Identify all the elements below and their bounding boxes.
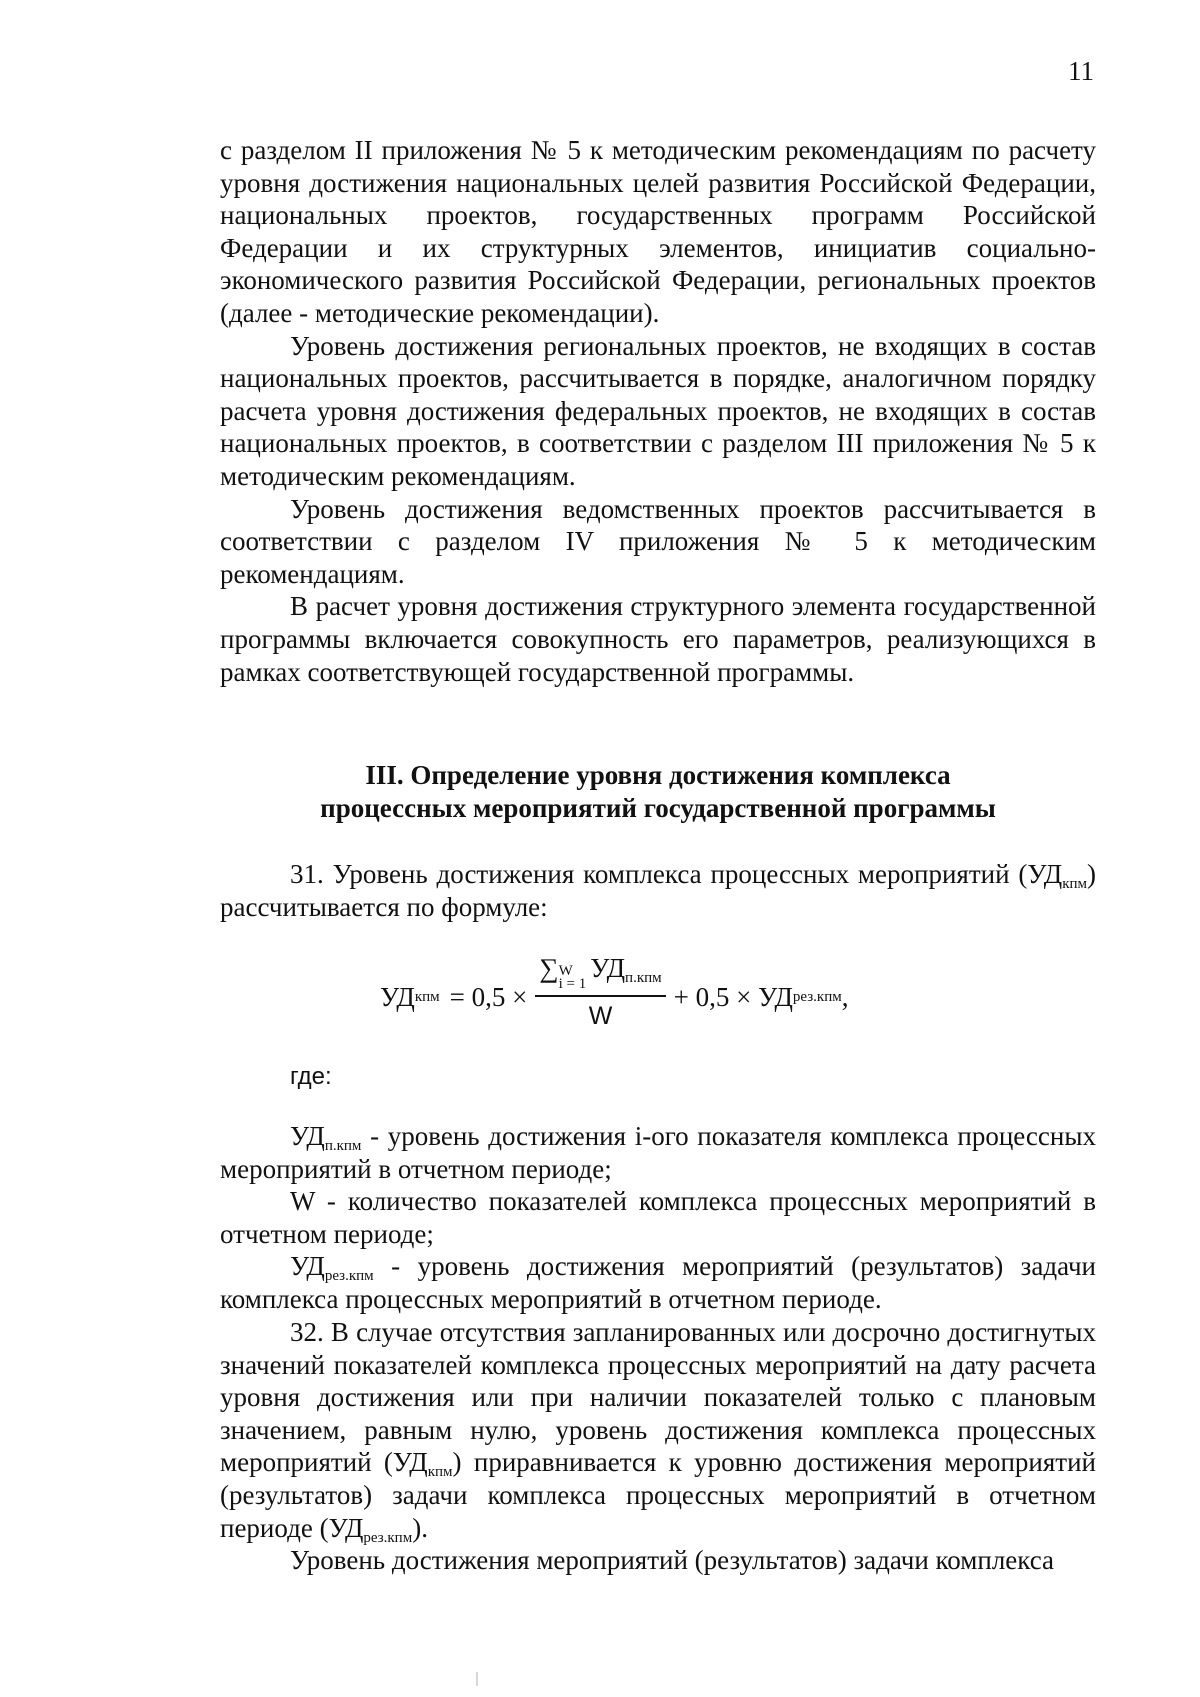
definition-text: - уровень достижения мероприятий (результатов) задачи комплекса процессных мероприятий в отчетном периоде.	[220, 1251, 1096, 1314]
scan-artifact	[476, 1672, 478, 1686]
sum-lower-limit: i = 1	[558, 976, 587, 992]
definitions	[220, 1120, 1096, 1316]
item-31-subscript: кпм	[1062, 876, 1087, 892]
item-31-lead: 31. Уровень достижения комплекса процессных мероприятий (УД	[290, 859, 1063, 889]
numerator-term: УД	[590, 953, 626, 983]
paragraph-regional-projects: Уровень достижения региональных проектов, не входящих в состав национальных проектов, рассчитывается в порядке, аналогичном порядку расчета уровня достижения федеральных проектов, не входящих в состав национальных проектов, в соответствии с разделом III приложения № 5 к методическим рекомендациям.	[220, 330, 1096, 491]
definition-subscript: п.кпм	[324, 1138, 362, 1154]
formula-coefficient: = 0,5 ×	[449, 981, 528, 1012]
item-31-tail: ) рассчитывается по формуле:	[220, 859, 1096, 922]
item-31	[220, 858, 1096, 923]
where-label: где:	[290, 1063, 332, 1090]
numerator-subscript: п.кпм	[625, 970, 662, 986]
definition-subscript: рез.кпм	[324, 1268, 374, 1285]
sum-symbol: ∑	[539, 953, 559, 983]
definition-symbol: W	[290, 1186, 315, 1217]
definition-symbol: УД	[290, 1251, 325, 1282]
formula: УД кпм = 0,5 × ∑ W i = 1 $УД_{п.кпм}$ W + 0,5 × УД рез.кпм ,	[380, 952, 848, 1042]
item-32-subscript-1: кпм	[427, 1464, 453, 1481]
definition-text: - уровень достижения i-ого показателя комплекса процессных мероприятий в отчетном периоде;	[220, 1121, 1096, 1184]
section-heading-line-1: III. Определение уровня достижения комплекса	[365, 760, 951, 790]
sum-limits	[559, 965, 587, 991]
item-32-subscript-2: рез.кпм	[363, 1529, 413, 1546]
page-number: 11	[1068, 56, 1094, 86]
item-31-paragraph	[220, 858, 1096, 923]
definition-symbol: УД	[290, 1121, 325, 1151]
definition-item	[220, 1250, 1096, 1315]
intro-section	[220, 134, 1096, 688]
formula-denominator: W	[588, 1002, 613, 1030]
item-32-paragraph	[220, 1316, 1096, 1544]
paragraph-departmental-projects: Уровень достижения ведомственных проектов рассчитывается в соответствии с разделом IV приложения № 5 к методическим рекомендациям.	[220, 493, 1096, 589]
formula-plus-term: + 0,5 × УД	[673, 981, 793, 1012]
paragraph-structural-element: В расчет уровня достижения структурного элемента государственной программы включается совокупность его параметров, реализующихся в рамках соответствующей государственной программы.	[220, 591, 1096, 687]
item-32	[220, 1316, 1096, 1577]
item-32-part-1: 32. В случае отсутствия запланированных или досрочно достигнутых значений показателей комплекса процессных мероприятий на дату расчета уровня достижения или при наличии показателей только с плановым значением, равным нулю, уровень достижения комплекса процессных мероприятий (УД	[220, 1317, 1096, 1478]
section-heading-line-2: процессных мероприятий государственной программы	[320, 793, 996, 823]
formula-lhs: УД	[380, 981, 415, 1012]
definition-item	[220, 1120, 1096, 1185]
last-paragraph: Уровень достижения мероприятий (результатов) задачи комплекса	[290, 1545, 1055, 1576]
sum-upper-limit: W	[558, 963, 573, 979]
item-32-part-3: ).	[412, 1512, 428, 1543]
definition-item	[220, 1185, 1096, 1250]
definition-text: - количество показателей комплекса процессных мероприятий в отчетном периоде;	[220, 1186, 1096, 1249]
paragraph-section-reference: с разделом II приложения № 5 к методическим рекомендациям по расчету уровня достижения национальных целей развития Российской Федерации, национальных проектов, государственных программ Российской Федерации и их структурных элементов, инициатив социально-экономического развития Российской Федерации, региональных проектов (далее - методические рекомендации).	[220, 135, 1096, 328]
section-heading	[220, 759, 1096, 825]
formula-fraction	[535, 953, 665, 1033]
item-32-part-2: ) приравнивается к уровню достижения мероприятий (результатов) задачи комплекса процессных мероприятий в отчетном периоде (УД	[220, 1447, 1096, 1543]
formula-numerator	[535, 953, 665, 997]
formula-end: ,	[841, 981, 849, 1012]
